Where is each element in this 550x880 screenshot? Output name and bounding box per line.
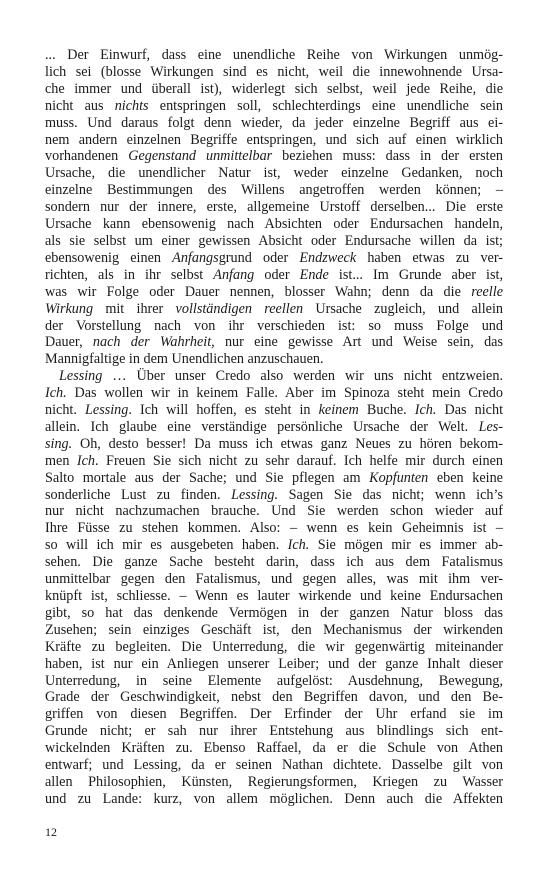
italic-text: Wirkung — [45, 300, 94, 317]
text-run: Das wollen wir in keinem Falle. Aber im Spinoza steht mein Credo — [66, 385, 503, 402]
text-line — [45, 622, 503, 639]
text-run: allen Philosophien, Künsten, Regierungsformen, Kriegen zu Wasser — [45, 773, 503, 790]
italic-text: vollständigen reellen — [175, 300, 304, 317]
text-run: Zusehen; sein einziges Geschäft ist, den Mechanismus der wirkenden — [45, 621, 503, 638]
text-run: Kräfte zu begleiten. Die Unterredung, die wir gegenwärtig miteinander — [45, 638, 503, 655]
text-run: haben, ist nur ein Anliegen unserer Leiber; und der ganze Inhalt dieser — [45, 655, 503, 672]
text-line — [45, 351, 503, 368]
text-run: Grade der Geschwindigkeit, nebst den Begriffen davon, und den Be- — [45, 689, 503, 706]
text-line — [45, 740, 503, 757]
text-run: richten, als in ihr selbst — [45, 266, 214, 283]
text-run: lich sei (blosse Wirkungen sind es nicht, weil die innewohnende Ursa- — [45, 63, 503, 80]
text-line — [45, 791, 503, 808]
text-line — [45, 267, 503, 284]
text-run: nur nicht nachzumachen brauche. Und Sie werden schon wieder auf — [45, 503, 503, 520]
text-line — [45, 656, 503, 673]
text-line — [45, 470, 503, 487]
italic-text: Ich. — [287, 537, 310, 554]
italic-text: sing. — [45, 435, 73, 452]
text-line — [45, 689, 503, 706]
text-line — [45, 571, 503, 588]
text-run: Buche. — [358, 402, 415, 419]
text-run: mit ihrer — [93, 300, 176, 317]
italic-text: Ende — [299, 266, 329, 283]
text-line — [45, 757, 503, 774]
text-run: grund oder — [218, 249, 300, 266]
text-run: allein. Ich glaube eine verständige persönliche Ursache der Welt. — [45, 418, 479, 435]
page-number: 12 — [45, 825, 57, 839]
text-run: so will ich mir es ausgebeten haben. — [45, 537, 288, 554]
text-run: griffen von diesen Begriffen. Der Erfinder der Uhr erfand sie im — [45, 706, 503, 723]
text-run: ... Der Einwurf, dass eine unendliche Reihe von Wirkungen unmög- — [45, 47, 503, 63]
text-line — [45, 639, 503, 656]
italic-text: reelle — [471, 283, 503, 300]
text-line — [45, 503, 503, 520]
text-line — [45, 233, 503, 250]
italic-text: Ich. — [45, 385, 67, 402]
text-run: Ursache, die unendlicher Natur ist, weder einzelne Gedanken, noch — [45, 165, 503, 182]
text-line — [45, 520, 503, 537]
text-run: Sie mögen mir es immer ab- — [309, 537, 503, 554]
text-line — [45, 47, 503, 64]
text-line — [45, 605, 503, 622]
text-line — [45, 81, 503, 98]
text-line — [45, 284, 503, 301]
text-run: Das nicht — [436, 402, 504, 419]
text-line — [45, 706, 503, 723]
text-run: nicht. — [45, 402, 85, 419]
text-line — [45, 250, 503, 267]
italic-text: Ich. — [414, 402, 437, 419]
text-line — [45, 368, 503, 385]
text-run: Sagen Sie das nicht; wenn ich’s — [278, 486, 503, 503]
text-line — [45, 318, 503, 335]
text-line — [45, 588, 503, 605]
text-run: men — [45, 452, 77, 469]
text-run: sehen. Die ganze Sache besteht darin, dass ich aus dem Fatalismus — [45, 554, 503, 571]
text-run: sondern nur der innere, erste, allgemeine Urstoff derselben... Die erste — [45, 199, 503, 216]
text-run: unmittelbar gegen den Fatalismus, und gegen alles, was mit ihm ver- — [45, 571, 503, 588]
text-line — [45, 115, 503, 132]
text-line — [45, 554, 503, 571]
text-line — [45, 165, 503, 182]
italic-text: Lessing — [59, 368, 103, 385]
text-run: Unterredung, in seine Elemente aufgelöst: Ausdehnung, Bewegung, — [45, 672, 503, 689]
text-run: oder — [254, 266, 300, 283]
text-run: nicht aus — [45, 97, 115, 114]
text-line — [45, 723, 503, 740]
italic-text: nach der Wahrheit, — [92, 334, 215, 351]
text-run: Ursache kann ebensowenig nach Absichten oder Endursachen handeln, — [45, 216, 503, 233]
text-line — [45, 132, 503, 149]
text-run: . Freuen Sie sich nicht zu sehr darauf. Ich helfe mir durch einen — [95, 452, 503, 469]
text-run: che immer und überall ist), widerlegt sich selbst, weil jede Reihe, die — [45, 80, 503, 97]
text-line — [45, 148, 503, 165]
italic-text: nichts — [114, 97, 149, 114]
text-run: gibt, so hat das denkende Vermögen in der ganzen Natur bloss das — [45, 604, 503, 621]
text-line — [45, 537, 503, 554]
text-line — [45, 402, 503, 419]
paragraph — [45, 368, 503, 808]
italic-text: Ich — [76, 452, 96, 469]
text-run: entspringen soll, schlechterdings eine unendliche sein — [148, 97, 503, 114]
text-line — [45, 385, 503, 402]
text-run: einzelne Bestimmungen des Willens angetroffen werden können; – — [45, 182, 503, 199]
text-run: … Über unser Credo also werden wir uns nicht entzweien. — [102, 368, 503, 385]
text-line — [45, 182, 503, 199]
text-line — [45, 774, 503, 791]
text-run: . Ich will hoffen, es steht in — [128, 402, 319, 419]
italic-text: Kopfunten — [369, 469, 429, 486]
italic-text: Lessing. — [231, 486, 278, 503]
text-run: Mannigfaltige in dem Unendlichen anzuschauen. — [45, 351, 324, 368]
italic-text: Anfangs — [172, 249, 219, 266]
text-run: ist... Im Grunde aber ist, — [328, 266, 504, 283]
italic-text: Gegenstand unmittelbar — [128, 148, 273, 165]
text-line — [45, 436, 503, 453]
text-run: nem andern einzelnen Begriffe entspringen, und sich auf einen wirklich — [45, 131, 503, 148]
text-run: ebensowenig einen — [45, 249, 173, 266]
text-run: knüpft ist, schliesse. – Wenn es lauter wirkende und keine Endursachen — [45, 588, 503, 604]
text-line — [45, 334, 503, 351]
text-run: nur eine gewisse Art und Weise sein, das — [214, 334, 503, 351]
text-run: beziehen muss: dass in der ersten — [272, 148, 503, 165]
text-run: Dauer, — [45, 334, 93, 351]
text-run: Grunde nicht; er sah nur ihrer Entstehung aus blindlings sich ent- — [45, 723, 503, 740]
italic-text: keinem — [318, 402, 359, 419]
text-run: eben keine — [428, 469, 503, 486]
text-line — [45, 301, 503, 318]
italic-text: Anfang — [213, 266, 255, 283]
text-line — [45, 487, 503, 504]
paragraph — [45, 47, 503, 368]
text-run: was wir Folge oder Dauer nennen, blosser Wahn; denn da die — [45, 283, 472, 300]
text-line — [45, 199, 503, 216]
italic-text: Endzweck — [299, 249, 357, 266]
text-line — [45, 419, 503, 436]
text-line — [45, 453, 503, 470]
text-run: der Vorstellung nach von ihr verschieden ist: so muss Folge und — [45, 317, 503, 334]
text-run: und zu Lande: kurz, von allem möglichen. Denn auch die Affekten — [45, 790, 503, 807]
text-run: entwarf; und Lessing, da er seinen Nathan dichtete. Dasselbe gilt von — [45, 757, 503, 774]
text-run: Salto mortale aus der Sache; und Sie pflegen am — [45, 469, 370, 486]
text-run: Ursache zugleich, und allein — [303, 300, 503, 317]
text-run: haben etwas zu ver- — [356, 249, 504, 266]
text-line — [45, 64, 503, 81]
text-line — [45, 216, 503, 233]
text-run: muss. Und daraus folgt denn wieder, da jeder einzelne Begriff aus ei- — [45, 114, 503, 131]
text-run: vorhandenen — [45, 148, 129, 165]
text-line — [45, 673, 503, 690]
text-run: sonderliche Lust zu finden. — [45, 486, 232, 503]
text-run: Oh, desto besser! Da muss ich etwas ganz Neues zu hören bekom- — [72, 435, 503, 452]
text-run: wickelnden Kräften zu. Ebenso Raffael, da er die Schule von Athen — [45, 740, 503, 757]
text-run: als sie selbst um einer gewissen Absicht oder Endursache willen da ist; — [45, 232, 503, 249]
text-run: Ihre Füsse zu stehen kommen. Also: – wenn es kein Geheimnis ist – — [45, 520, 503, 537]
body-text — [45, 47, 503, 808]
italic-text: Les- — [478, 418, 503, 435]
italic-text: Lessing — [85, 402, 129, 419]
text-line — [45, 98, 503, 115]
